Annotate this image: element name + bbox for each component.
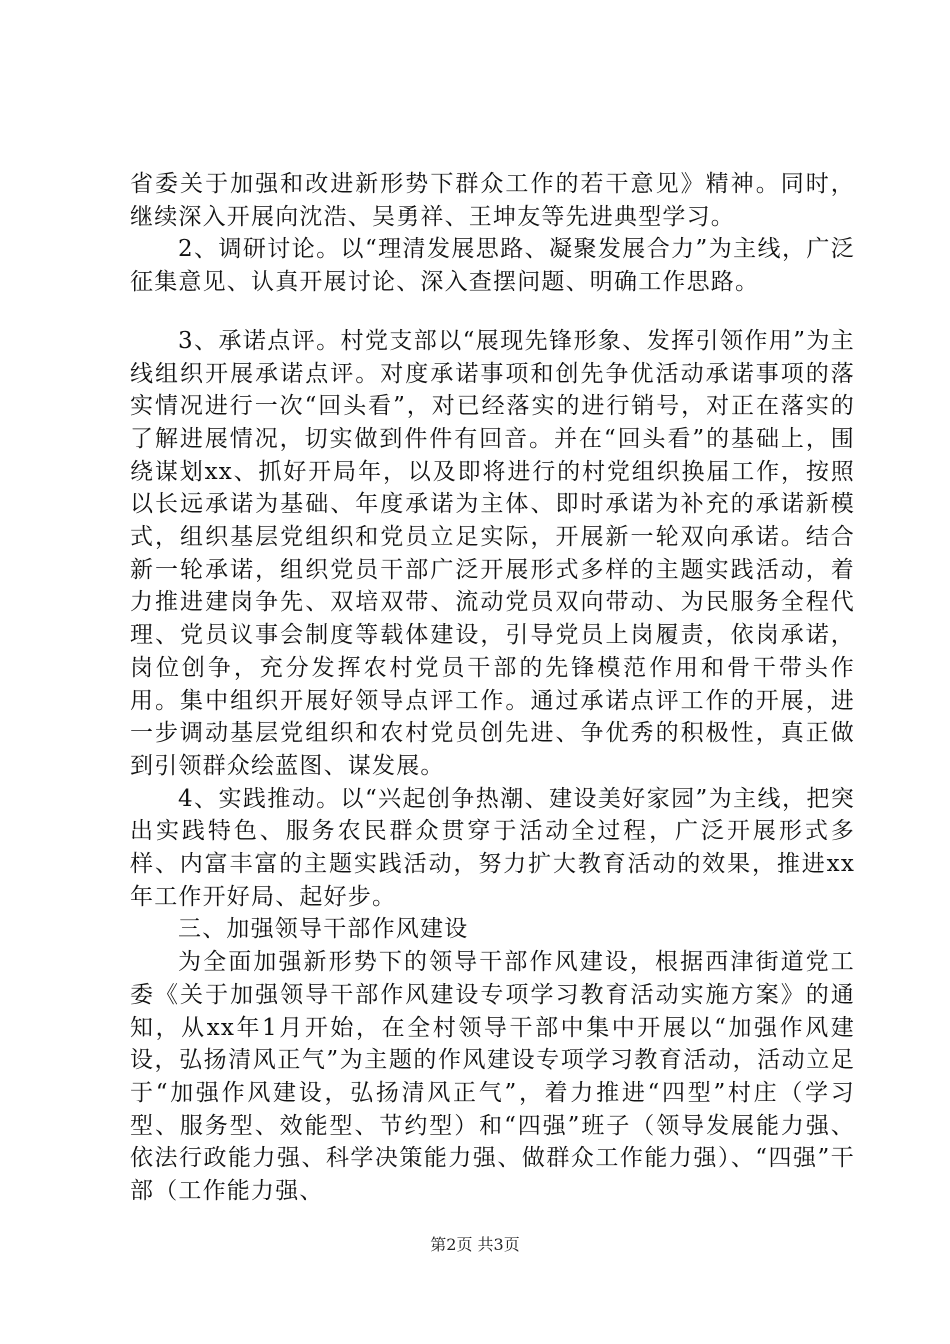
paragraph-research-discussion: 2、调研讨论。以“理清发展思路、凝聚发展合力”为主线，广泛征集意见、认真开展讨论、深入查摆问题、明确工作思路。 xyxy=(130,236,855,296)
page-number-footer: 第2页 共3页 xyxy=(430,1235,520,1254)
section-heading-leadership-style: 三、加强领导干部作风建设 xyxy=(178,916,469,943)
paragraph-practice-promotion: 4、实践推动。以“兴起创争热潮、建设美好家园”为主线，把突出实践特色、服务农民群众贯穿于活动全过程，广泛开展形式多样、内富丰富的主题实践活动，努力扩大教育活动的效果，推进xx年工作开好局、起好步。 xyxy=(130,785,855,910)
paragraph-leadership-style: 为全面加强新形势下的领导干部作风建设，根据西津街道党工委《关于加强领导干部作风建设专项学习教育活动实施方案》的通知，从xx年1月开始，在全村领导干部中集中开展以“加强作风建设，弘扬清风正气”为主题的作风建设专项学习教育活动，活动立足于“加强作风建设，弘扬清风正气”，着力推进“四型”村庄（学习型、服务型、效能型、节约型）和“四强”班子（领导发展能力强、依法行政能力强、科学决策能力强、做群众工作能力强）、“四强”干部（工作能力强、 xyxy=(130,949,855,1205)
document-body xyxy=(130,168,855,1208)
paragraph-continuation: 省委关于加强和改进新形势下群众工作的若干意见》精神。同时，继续深入开展向沈浩、吴勇祥、王坤友等先进典型学习。 xyxy=(130,171,855,230)
paragraph-commitment-review: 3、承诺点评。村党支部以“展现先锋形象、发挥引领作用”为主线组织开展承诺点评。对度承诺事项和创先争优活动承诺事项的落实情况进行一次“回头看”，对已经落实的进行销号，对正在落实的了解进展情况，切实做到件件有回音。并在“回头看”的基础上，围绕谋划xx、抓好开局年，以及即将进行的村党组织换届工作，按照以长远承诺为基础、年度承诺为主体、即时承诺为补充的承诺新模式，组织基层党组织和党员立足实际，开展新一轮双向承诺。结合新一轮承诺，组织党员干部广泛开展形式多样的主题实践活动，着力推进建岗争先、双培双带、流动党员双向带动、为民服务全程代理、党员议事会制度等载体建设，引导党员上岗履责，依岗承诺，岗位创争，充分发挥农村党员干部的先锋模范作用和骨干带头作用。集中组织开展好领导点评工作。通过承诺点评工作的开展，进一步调动基层党组织和农村党员创先进、争优秀的积极性，真正做到引领群众绘蓝图、谋发展。 xyxy=(130,327,855,779)
